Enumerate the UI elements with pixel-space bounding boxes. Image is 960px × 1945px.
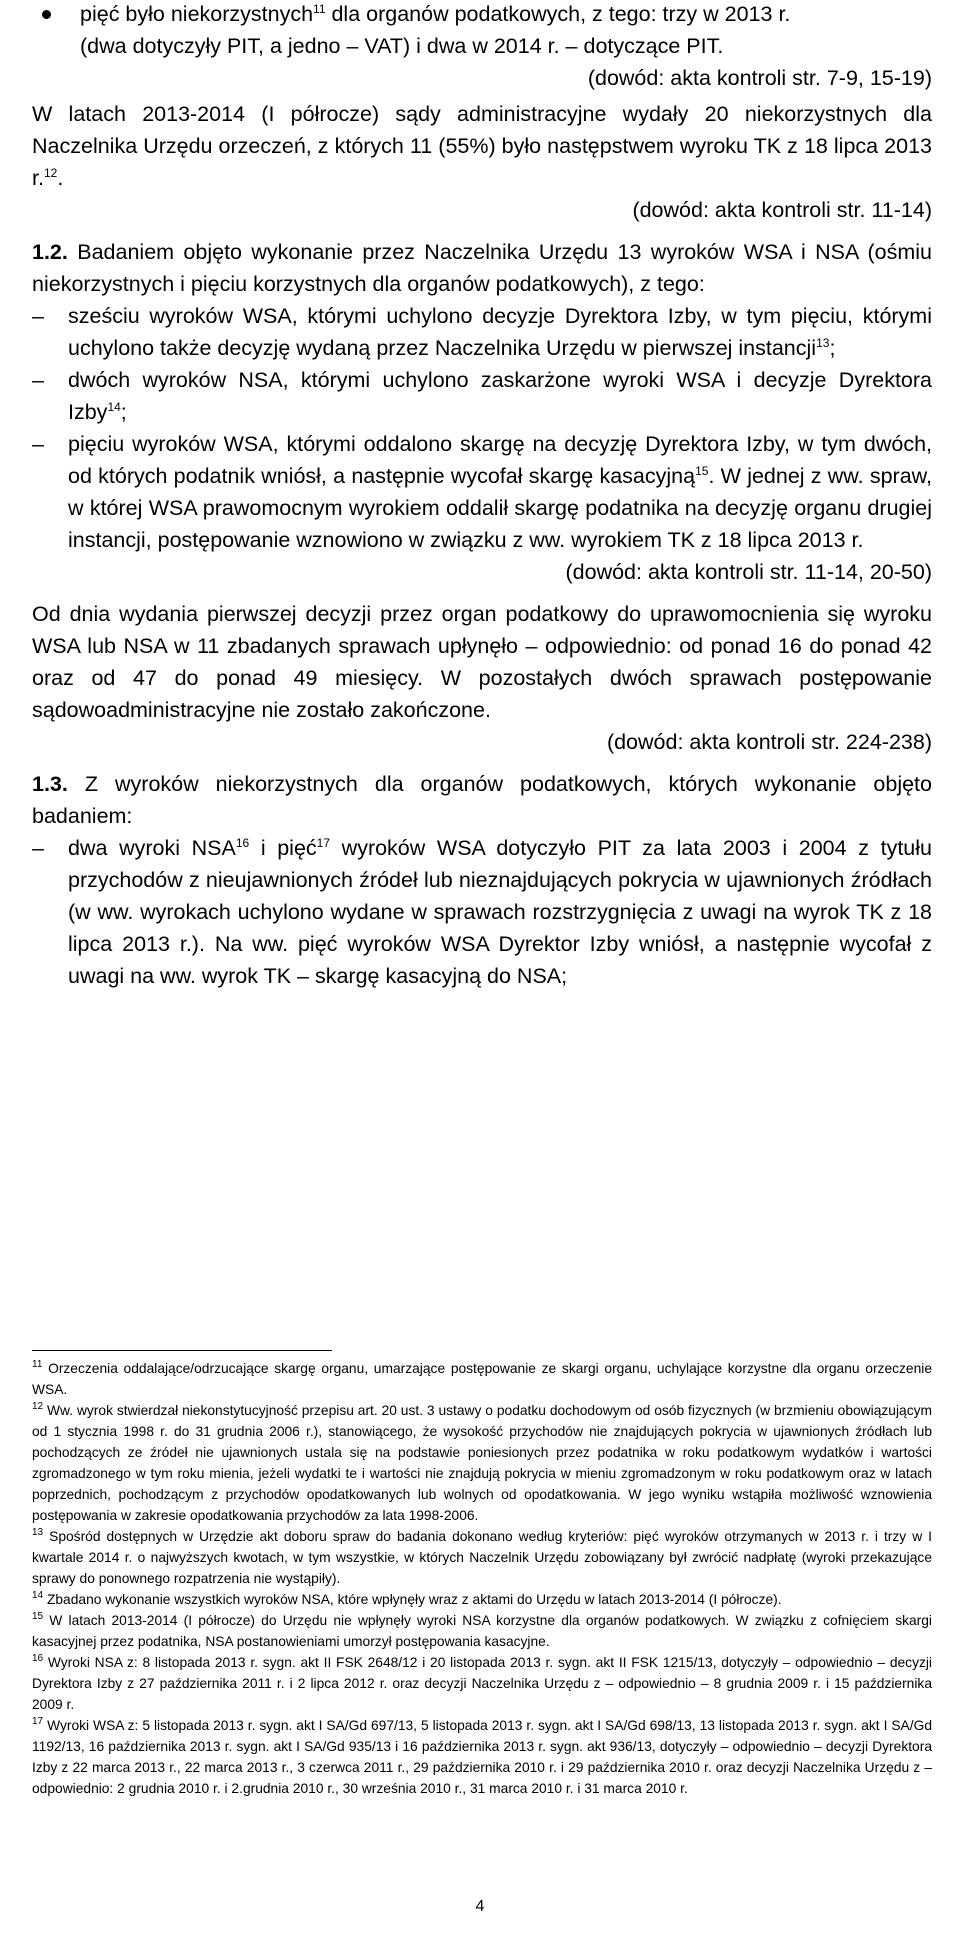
paragraph: Od dnia wydania pierwszej decyzji przez organ podatkowy do uprawomocnienia się wyroku WSA lub NSA w 11 zbadanych sprawach upłynęło – odpowiednio: od ponad 16 do ponad 42 oraz od 47 do ponad 49 miesięcy. W pozostałych dwóch sprawach postępowanie sądowoadministracyjne nie zostało zakończone. <box>32 602 932 722</box>
evidence-citation: (dowód: akta kontroli str. 7-9, 15-19) <box>587 66 932 90</box>
footnote-separator <box>32 1350 332 1351</box>
footnote-ref[interactable]: 13 <box>816 335 830 350</box>
evidence-citation: (dowód: akta kontroli str. 11-14) <box>632 198 932 222</box>
list-item: pięć było niekorzystnych$^{11}$ dla organów podatkowych, z tego: trzy w 2013 r. (dwa dotyczyły PIT, a jedno – VAT) i dwa w 2014 r. – dotyczące PIT. <box>32 0 932 62</box>
footnote-ref[interactable]: 11 <box>313 1 326 16</box>
dash-marker: – <box>32 836 44 860</box>
footnote: $^{16}$ Wyroki NSA z: 8 listopada 2013 r. sygn. akt II FSK 2648/12 i 20 listopada 2013 r. sygn. akt II FSK 1215/13, dotyczyły – odpowiednio – decyzji Dyrektora Izby z 27 października 2011 r. i 2 lipca 2012 r. oraz decyzji Naczelnika Urzędu z – odpowiednio – 8 grudnia 2009 r. i 15 października 2009 r. <box>32 1653 932 1712</box>
section-number: 1.2. <box>32 240 68 264</box>
evidence-citation: (dowód: akta kontroli str. 224-238) <box>606 730 932 754</box>
section-number: 1.3. <box>32 772 68 796</box>
bullet-icon <box>42 10 51 19</box>
section-paragraph: 1.3. Z wyroków niekorzystnych dla organów podatkowych, których wykonanie objęto badaniem: <box>32 772 932 828</box>
footnotes <box>32 1358 932 1799</box>
list-item: – sześciu wyroków WSA, którymi uchylono decyzje Dyrektora Izby, w tym pięciu, którymi uchylono także decyzję wydaną przez Naczelnika Urzędu w pierwszej instancji$^{13}$; <box>32 300 932 364</box>
dash-marker: – <box>32 432 44 456</box>
footnote-ref[interactable]: 16 <box>235 835 250 850</box>
footnote: $^{14}$ Zbadano wykonanie wszystkich wyroków NSA, które wpłynęły wraz z aktami do Urzędu w latach 2013-2014 (I półrocze). <box>32 1590 782 1607</box>
dash-marker: – <box>32 304 44 328</box>
footnote: $^{11}$ Orzeczenia oddalające/odrzucające skargę organu, umarzające postępowanie ze skargi organu, uchylające korzystne dla organu orzeczenie WSA. <box>32 1359 932 1397</box>
paragraph: W latach 2013-2014 (I półrocze) sądy administracyjne wydały 20 niekorzystnych dla Naczelnika Urzędu orzeczeń, z których 11 (55%) było następstwem wyroku TK z 18 lipca 2013 r.$^{12}$. <box>32 102 932 190</box>
footnote: $^{17}$ Wyroki WSA z: 5 listopada 2013 r. sygn. akt I SA/Gd 697/13, 5 listopada 2013 r. sygn. akt I SA/Gd 698/13, 13 listopada 2013 r. sygn. akt I SA/Gd 1192/13, 16 października 2013 r. sygn. akt I SA/Gd 935/13 i 16 października 2013 r. sygn. akt 936/13, dotyczyły – odpowiednio – decyzji Dyrektora Izby z 22 marca 2013 r., 22 marca 2013 r., 3 czerwca 2011 r., 29 października 2010 r. i 29 października 2010 r. oraz decyzji Naczelnika Urzędu z – odpowiednio: 2 grudnia 2010 r. i 2.grudnia 2010 r., 30 września 2010 r., 31 marca 2010 r. i 31 marca 2010 r. <box>32 1716 932 1796</box>
footnote: $^{12}$ Ww. wyrok stwierdzał niekonstytucyjność przepisu art. 20 ust. 3 ustawy o podatku dochodowym od osób fizycznych (w brzmieniu obowiązującym od 1 stycznia 1998 r. do 31 grudnia 2006 r.), stanowiącego, że wysokość przychodów nie znajdujących pokrycia w ujawnionych źródłach lub pochodzących ze źródeł nie ujawnionych ustala się na podstawie poniesionych przez podatnika w roku podatkowym wydatków i wartości zgromadzonego w tym roku mienia, jeżeli wydatki te i wartości nie znajdują pokrycia w mieniu zgromadzonym w roku podatkowym oraz w latach poprzednich, pochodzącym z przychodów opodatkowanych lub wolnych od opodatkowania. W jego wyniku wstąpiła możliwość wznowienia postępowania w zakresie opodatkowania przychodów za lata 1998-2006. <box>32 1401 932 1523</box>
footnote-ref[interactable]: 17 <box>316 835 331 850</box>
list-item: – dwa wyroki NSA$^{16}$ i pięć$^{17}$ wyroków WSA dotyczyło PIT za lata 2003 i 2004 z tytułu przychodów z nieujawnionych źródeł lub nieznajdujących pokrycia w ujawnionych źródłach (w ww. wyrokach uchylono wydane w sprawach rozstrzygnięcia z uwagi na wyrok TK z 18 lipca 2013 r.). Na ww. pięć wyroków WSA Dyrektor Izby wniósł, a następnie wycofał z uwagi na ww. wyrok TK – skargę kasacyjną do NSA; <box>32 832 932 992</box>
list-item: – dwóch wyroków NSA, którymi uchylono zaskarżone wyroki WSA i decyzje Dyrektora Izby$^{14}$; <box>32 364 932 428</box>
list-item: – pięciu wyroków WSA, którymi oddalono skargę na decyzję Dyrektora Izby, w tym dwóch, od których podatnik wniósł, a następnie wycofał skargę kasacyjną$^{15}$. W jednej z ww. spraw, w której WSA prawomocnym wyrokiem oddalił skargę podatnika na decyzję organu drugiej instancji, postępowanie wznowiono w związku z ww. wyrokiem TK z 18 lipca 2013 r. <box>32 428 932 556</box>
footnote-ref[interactable]: 12 <box>43 165 58 180</box>
page-number: 4 <box>475 1898 485 1915</box>
footnote-ref[interactable]: 14 <box>107 399 121 414</box>
main-text <box>32 0 932 992</box>
evidence-citation: (dowód: akta kontroli str. 11-14, 20-50) <box>565 560 932 584</box>
footnote: $^{15}$ W latach 2013-2014 (I półrocze) do Urzędu nie wpłynęły wyroki NSA korzystne dla organów podatkowych. W związku z cofnięciem skargi kasacyjnej przez podatnika, NSA postanowieniami umorzył postępowania kasacyjne. <box>32 1611 932 1649</box>
footnote-ref[interactable]: 15 <box>695 463 709 478</box>
footnote: $^{13}$ Spośród dostępnych w Urzędzie akt doboru spraw do badania dokonano według kryteriów: pięć wyroków otrzymanych w 2013 r. i trzy w I kwartale 2014 r. o najwyższych kwotach, w tym wszystkie, w których Naczelnik Urzędu zobowiązany był zwrócić nadpłatę (wyroki przekazujące sprawy do ponownego rozpatrzenia nie wystąpiły). <box>32 1527 932 1586</box>
dash-marker: – <box>32 368 44 392</box>
section-paragraph: 1.2. Badaniem objęto wykonanie przez Naczelnika Urzędu 13 wyroków WSA i NSA (ośmiu niekorzystnych i pięciu korzystnych dla organów podatkowych), z tego: <box>32 240 932 296</box>
